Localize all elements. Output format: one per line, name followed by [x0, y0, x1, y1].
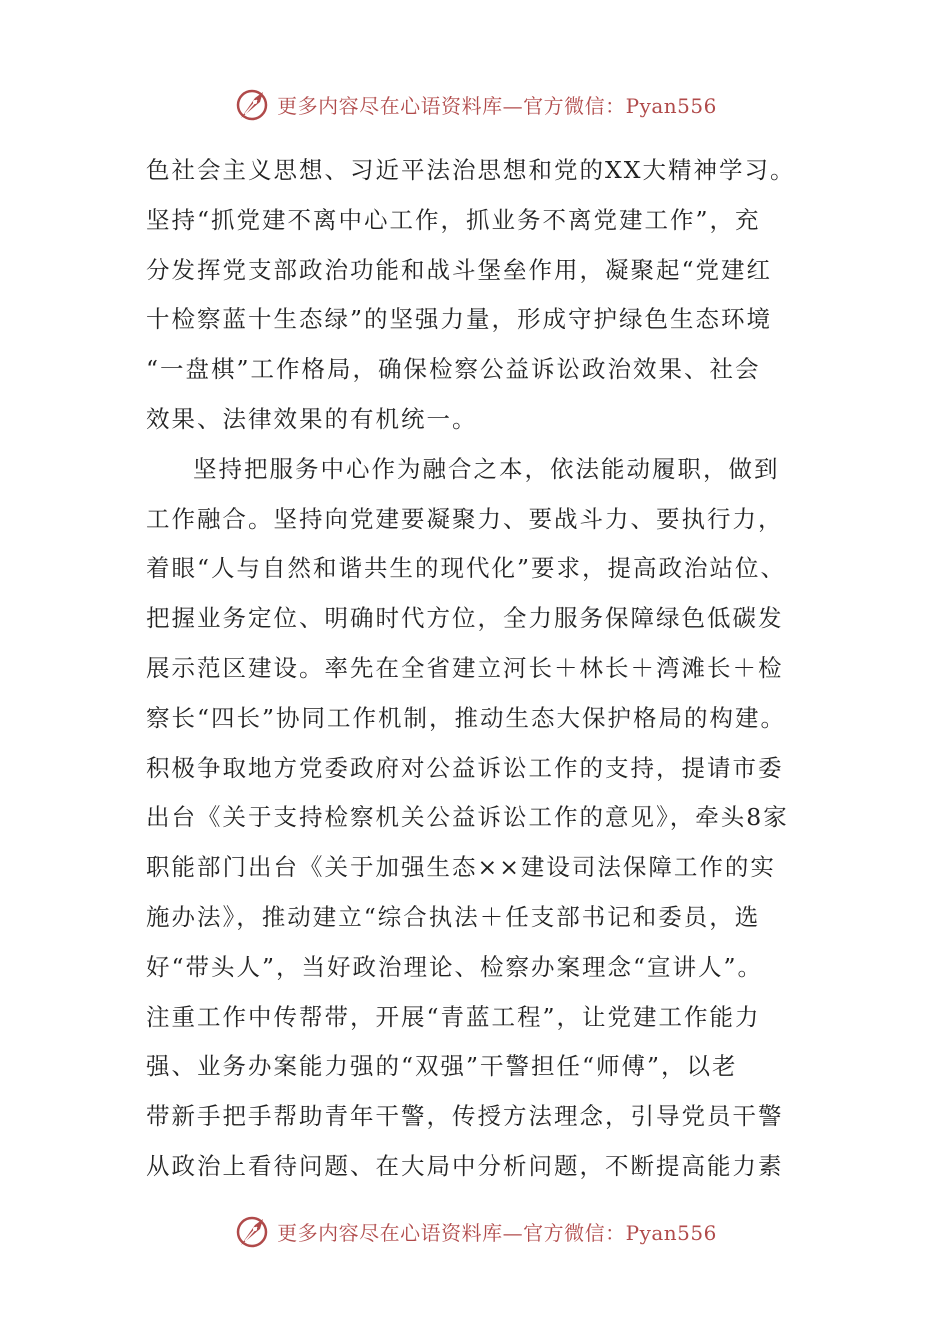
text-line: 强、业务办案能力强的“双强”干警担任“师傅”，以老 [146, 1052, 738, 1081]
text-line: 职能部门出台《关于加强生态××建设司法保障工作的实 [146, 853, 776, 882]
text-line: 工作融合。坚持向党建要凝聚力、要战斗力、要执行力， [146, 504, 784, 533]
text-line: 注重工作中传帮带，开展“青蓝工程”，让党建工作能力 [146, 1002, 761, 1031]
text-line: 积极争取地方党委政府对公益诉讼工作的支持，提请市委 [146, 753, 784, 782]
footer-banner [0, 1211, 950, 1251]
text-line: 展示范区建设。率先在全省建立河长＋林长＋湾滩长＋检 [146, 653, 784, 682]
text-line: 十检察蓝十生态绿”的坚强力量，形成守护绿色生态环境 [146, 305, 773, 334]
text-line: 着眼“人与自然和谐共生的现代化”要求，提高政治站位、 [146, 554, 787, 583]
text-line: 施办法》，推动建立“综合执法＋任支部书记和委员，选 [146, 902, 761, 931]
header-banner-text: 更多内容尽在心语资料库—官方微信：Pyan556 [277, 93, 717, 118]
text-line: 色社会主义思想、习近平法治思想和党的XX大精神学习。 [146, 156, 796, 184]
text-line: 出台《关于支持检察机关公益诉讼工作的意见》，牵头8家 [146, 803, 789, 832]
paragraph-start-line: 坚持把服务中心作为融合之本，依法能动履职，做到 [193, 454, 780, 483]
text-line: 好“带头人”，当好政治理论、检察办案理念“宣讲人”。 [146, 952, 764, 981]
header-banner [0, 84, 950, 124]
text-line: 效果、法律效果的有机统一。 [146, 404, 478, 433]
text-line: 把握业务定位、明确时代方位，全力服务保障绿色低碳发 [146, 604, 784, 633]
text-line: 察长“四长”协同工作机制，推动生态大保护格局的构建。 [146, 703, 787, 732]
text-line: 坚持“抓党建不离中心工作，抓业务不离党建工作”，充 [146, 205, 761, 234]
footer-banner-text: 更多内容尽在心语资料库—官方微信：Pyan556 [277, 1220, 717, 1245]
document-body [146, 146, 816, 1192]
pen-nib-logo-icon [233, 1211, 273, 1251]
text-line: 从政治上看待问题、在大局中分析问题，不断提高能力素 [146, 1151, 784, 1180]
pen-nib-logo-icon [233, 84, 273, 124]
text-line: “一盘棋”工作格局，确保检察公益诉讼政治效果、社会 [146, 355, 761, 384]
text-line: 带新手把手帮助青年干警，传授方法理念，引导党员干警 [146, 1102, 784, 1131]
text-line: 分发挥党支部政治功能和战斗堡垒作用，凝聚起“党建红 [146, 255, 773, 284]
